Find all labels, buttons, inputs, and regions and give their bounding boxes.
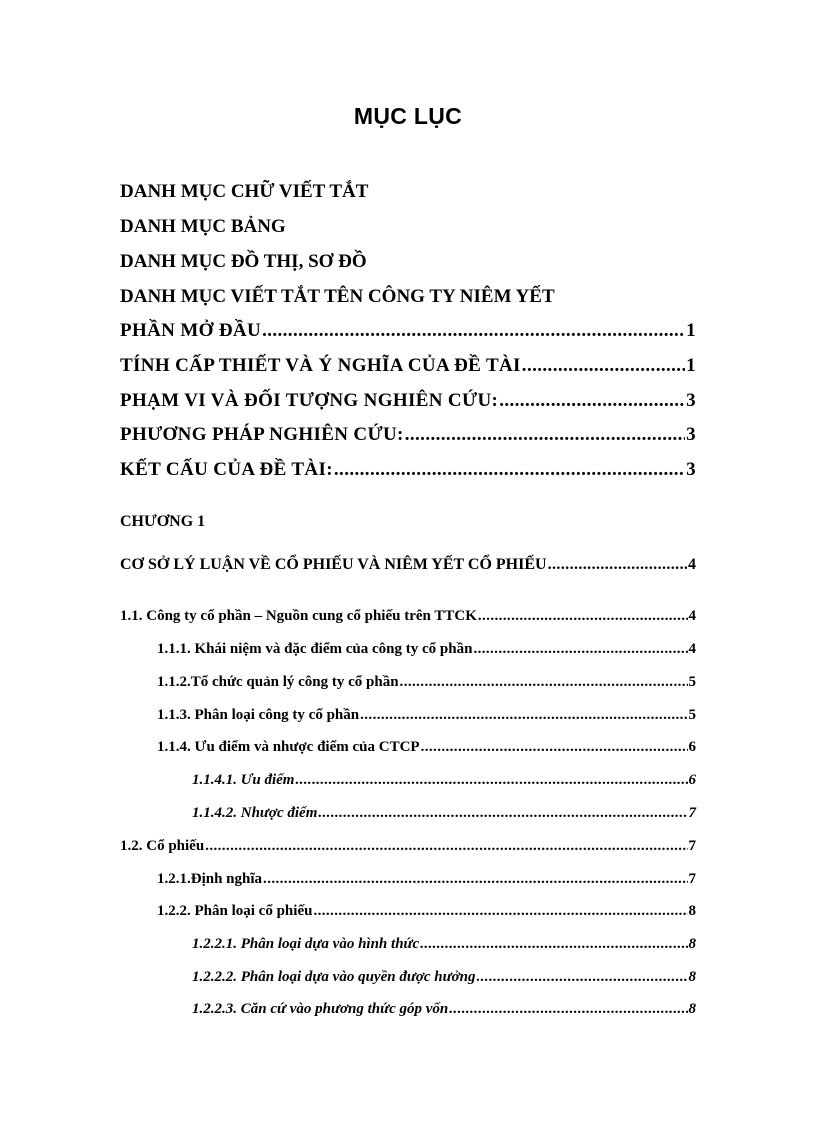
- toc-entry-label: 1.2.2.3. Căn cứ vào phương thức góp vốn: [192, 1001, 449, 1017]
- toc-entry-label: 1.2. Cổ phiếu: [120, 838, 205, 854]
- front-item-tables: DANH MỤC BẢNG: [120, 216, 286, 237]
- toc-page-number: 6: [688, 772, 696, 788]
- toc-page-number: 5: [688, 674, 696, 690]
- toc-entry-label: 1.2.1.Định nghĩa: [157, 871, 263, 887]
- toc-entry: [157, 674, 696, 691]
- toc-leader-dots: [334, 459, 685, 481]
- chapter-heading: [120, 556, 696, 574]
- toc-entry: [120, 320, 696, 342]
- front-item-company-abbreviations: DANH MỤC VIẾT TẮT TÊN CÔNG TY NIÊM YẾT: [120, 286, 555, 307]
- toc-leader-dots: [400, 674, 688, 691]
- toc-leader-dots: [360, 707, 687, 724]
- toc-entry-label: 1.1.4. Ưu điểm và nhược điểm của CTCP: [157, 739, 420, 755]
- toc-leader-dots: [449, 1001, 687, 1018]
- toc-page-number: 1: [686, 320, 696, 341]
- toc-entry-label: PHƯƠNG PHÁP NGHIÊN CỨU:: [120, 424, 404, 445]
- toc-entry: [192, 805, 696, 822]
- toc-page-number: 3: [686, 390, 696, 411]
- toc-entry: [157, 903, 696, 920]
- toc-entry-label: KẾT CẤU CỦA ĐỀ TÀI:: [120, 459, 333, 480]
- toc-entry-label: TÍNH CẤP THIẾT VÀ Ý NGHĨA CỦA ĐỀ TÀI: [120, 355, 521, 376]
- toc-leader-dots: [477, 969, 688, 986]
- toc-leader-dots: [405, 424, 685, 446]
- toc-entry-label: 1.2.2.1. Phân loại dựa vào hình thức: [192, 936, 420, 952]
- toc-entry: [120, 355, 696, 377]
- toc-entry-label: 1.1.2.Tổ chức quản lý công ty cổ phần: [157, 674, 399, 690]
- toc-entry-label: PHẦN MỞ ĐẦU: [120, 320, 262, 341]
- toc-entry-label: 1.1.4.2. Nhược điểm: [192, 805, 318, 821]
- toc-leader-dots: [548, 556, 687, 574]
- toc-leader-dots: [318, 805, 687, 822]
- toc-page-number: 4: [688, 641, 696, 657]
- toc-entry-label: CƠ SỞ LÝ LUẬN VỀ CỔ PHIẾU VÀ NIÊM YẾT CỔ PHIẾU: [120, 556, 547, 573]
- toc-entry: [157, 739, 696, 756]
- page-title: MỤC LỤC: [353, 103, 463, 129]
- toc-entry-label: 1.1.1. Khái niệm và đặc điểm của công ty cổ phần: [157, 641, 473, 657]
- toc-page-number: 7: [688, 805, 696, 821]
- toc-entry: [157, 641, 696, 658]
- toc-leader-dots: [263, 871, 687, 888]
- toc-entry: [192, 969, 696, 986]
- toc-page-number: 4: [688, 608, 696, 624]
- toc-page-number: 8: [688, 903, 696, 919]
- toc-entry-label: 1.2.2.2. Phân loại dựa vào quyền được hưởng: [192, 969, 476, 985]
- chapter-label: CHƯƠNG 1: [120, 513, 206, 530]
- toc-entry: [157, 707, 696, 724]
- toc-page-number: 6: [688, 739, 696, 755]
- toc-page-number: 3: [686, 459, 696, 480]
- toc-entry: [120, 390, 696, 412]
- toc-entry: [120, 608, 696, 625]
- toc-leader-dots: [473, 641, 687, 658]
- toc-entry: [192, 936, 696, 953]
- toc-page-number: 7: [688, 871, 696, 887]
- toc-leader-dots: [295, 772, 687, 789]
- toc-entry-label: 1.1. Công ty cổ phần – Nguồn cung cổ phiếu trên TTCK: [120, 608, 477, 624]
- toc-page-number: 8: [688, 969, 696, 985]
- toc-leader-dots: [421, 739, 688, 756]
- toc-page-number: 3: [686, 424, 696, 445]
- toc-leader-dots: [522, 355, 685, 377]
- toc-entry: [157, 871, 696, 888]
- toc-entry: [120, 459, 696, 481]
- toc-leader-dots: [499, 390, 685, 412]
- toc-page-number: 5: [688, 707, 696, 723]
- toc-leader-dots: [205, 838, 687, 855]
- toc-leader-dots: [313, 903, 687, 920]
- toc-page-number: 4: [688, 556, 696, 573]
- toc-leader-dots: [262, 320, 685, 342]
- toc-entry-label: PHẠM VI VÀ ĐỐI TƯỢNG NGHIÊN CỨU:: [120, 390, 499, 411]
- front-item-abbreviations: DANH MỤC CHỮ VIẾT TẮT: [120, 181, 369, 202]
- toc-page-number: 1: [686, 355, 696, 376]
- toc-leader-dots: [478, 608, 688, 625]
- toc-entry: [120, 838, 696, 855]
- toc-leader-dots: [420, 936, 687, 953]
- toc-page-number: 8: [688, 936, 696, 952]
- toc-page-number: 8: [688, 1001, 696, 1017]
- toc-entry-label: 1.2.2. Phân loại cổ phiếu: [157, 903, 313, 919]
- toc-entry: [192, 772, 696, 789]
- toc-entry-label: 1.1.4.1. Ưu điểm: [192, 772, 295, 788]
- toc-entry: [192, 1001, 696, 1018]
- toc-entry-label: 1.1.3. Phân loại công ty cổ phần: [157, 707, 360, 723]
- toc-entry: [120, 424, 696, 446]
- toc-page-number: 7: [688, 838, 696, 854]
- front-item-charts: DANH MỤC ĐỒ THỊ, SƠ ĐỒ: [120, 251, 367, 272]
